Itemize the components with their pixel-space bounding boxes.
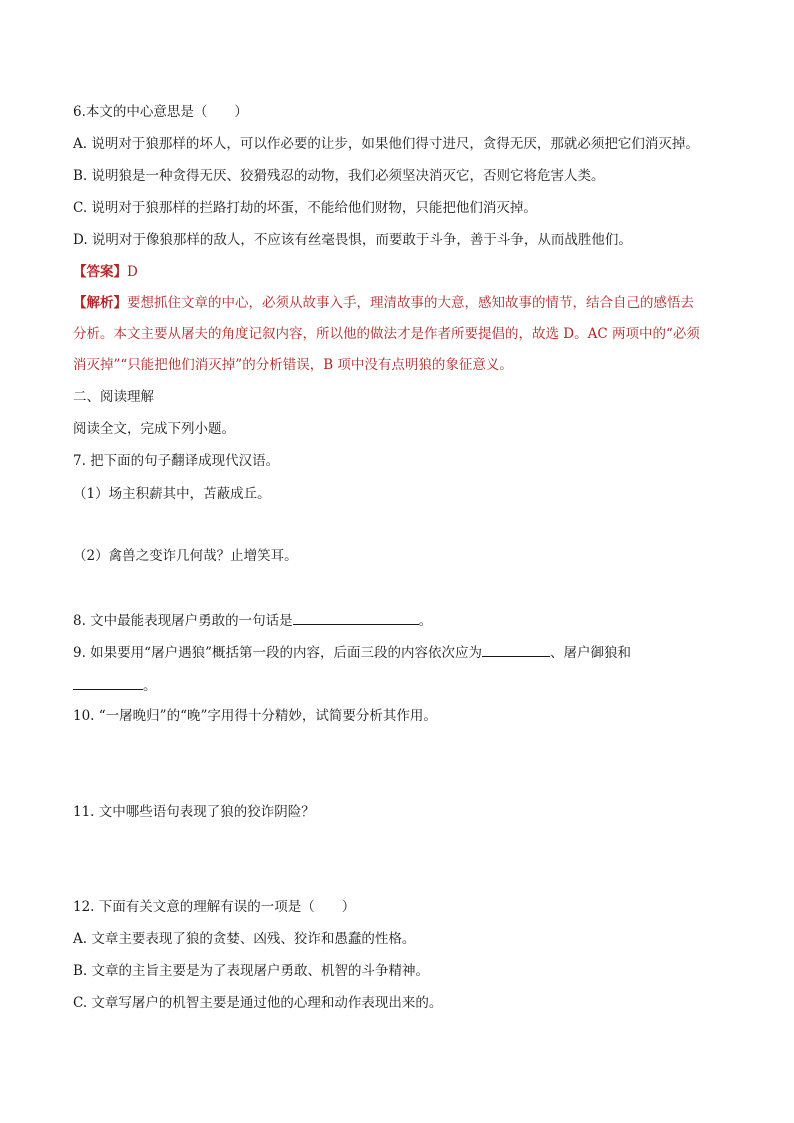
q12-option-b: B. 文章的主旨主要是为了表现屠户勇敢、机智的斗争精神。	[73, 963, 430, 979]
analysis-tag: 【解析】	[73, 295, 127, 311]
q8-line	[73, 610, 432, 631]
answer-tag: 【答案】	[73, 264, 127, 280]
q6-option-b: B. 说明狼是一种贪得无厌、狡猾残忍的动物，我们必须坚决消灭它，否则它将危害人类。	[73, 168, 605, 184]
section-instruction: 阅读全文，完成下列小题。	[73, 421, 235, 437]
q9-answer-blank-1[interactable]	[482, 642, 550, 657]
analysis-text-1: 要想抓住文章的中心，必须从故事入手，理清故事的大意，感知故事的情节，结合自己的感悟去	[127, 295, 694, 311]
q10-stem: 10. “一屠晚归”的“晚”字用得十分精妙，试简要分析其作用。	[73, 708, 437, 724]
q6-analysis-line-3: 消灭掉”“只能把他们消灭掉”的分析错误，B 项中没有点明狼的象征意义。	[73, 357, 513, 373]
q9-end: 。	[143, 678, 157, 694]
q9-line-2	[73, 675, 157, 696]
q9-mid: 、屠户御狼和	[549, 645, 631, 661]
q7-stem: 7. 把下面的句子翻译成现代汉语。	[73, 453, 280, 469]
q6-analysis-line-1	[73, 293, 694, 313]
q12-stem: 12. 下面有关文意的理解有误的一项是（ ）	[73, 899, 356, 915]
q8-answer-blank[interactable]	[293, 610, 419, 625]
q6-answer	[73, 262, 138, 282]
q12-option-a: A. 文章主要表现了狼的贪婪、凶残、狡诈和愚蠢的性格。	[73, 931, 416, 947]
q8-stem: 8. 文中最能表现屠户勇敢的一句话是	[73, 613, 293, 629]
q6-analysis-line-2: 分析。本文主要从屠夫的角度记叙内容，所以他的做法才是作者所要提倡的，故选 D。AC 两项中的“必须	[73, 326, 700, 342]
q6-option-d: D. 说明对于像狼那样的敌人，不应该有丝毫畏惧，而要敢于斗争，善于斗争，从而战胜他们。	[73, 232, 632, 248]
q7-sub-2: （2）禽兽之变诈几何哉？止增笑耳。	[73, 548, 298, 564]
q7-sub-1: （1）场主积薪其中，苫蔽成丘。	[73, 486, 271, 502]
q9-stem: 9. 如果要用“屠户遇狼”概括第一段的内容，后面三段的内容依次应为	[73, 645, 482, 661]
q8-end: 。	[418, 613, 433, 629]
section-heading: 二、阅读理解	[73, 389, 154, 405]
q9-line	[73, 642, 631, 663]
q11-stem: 11. 文中哪些语句表现了狼的狡诈阴险？	[73, 804, 315, 820]
q12-option-c: C. 文章写屠户的机智主要是通过他的心理和动作表现出来的。	[73, 995, 443, 1011]
q6-option-c: C. 说明对于狼那样的拦路打劫的坏蛋，不能给他们财物，只能把他们消灭掉。	[73, 200, 537, 216]
q6-stem: 6.本文的中心意思是（ ）	[73, 104, 248, 120]
q9-answer-blank-2[interactable]	[73, 675, 143, 690]
answer-value: D	[127, 264, 138, 280]
q6-option-a: A. 说明对于狼那样的坏人，可以作必要的让步，如果他们得寸进尺，贪得无厌，那就必须把它们消灭掉。	[73, 136, 699, 152]
